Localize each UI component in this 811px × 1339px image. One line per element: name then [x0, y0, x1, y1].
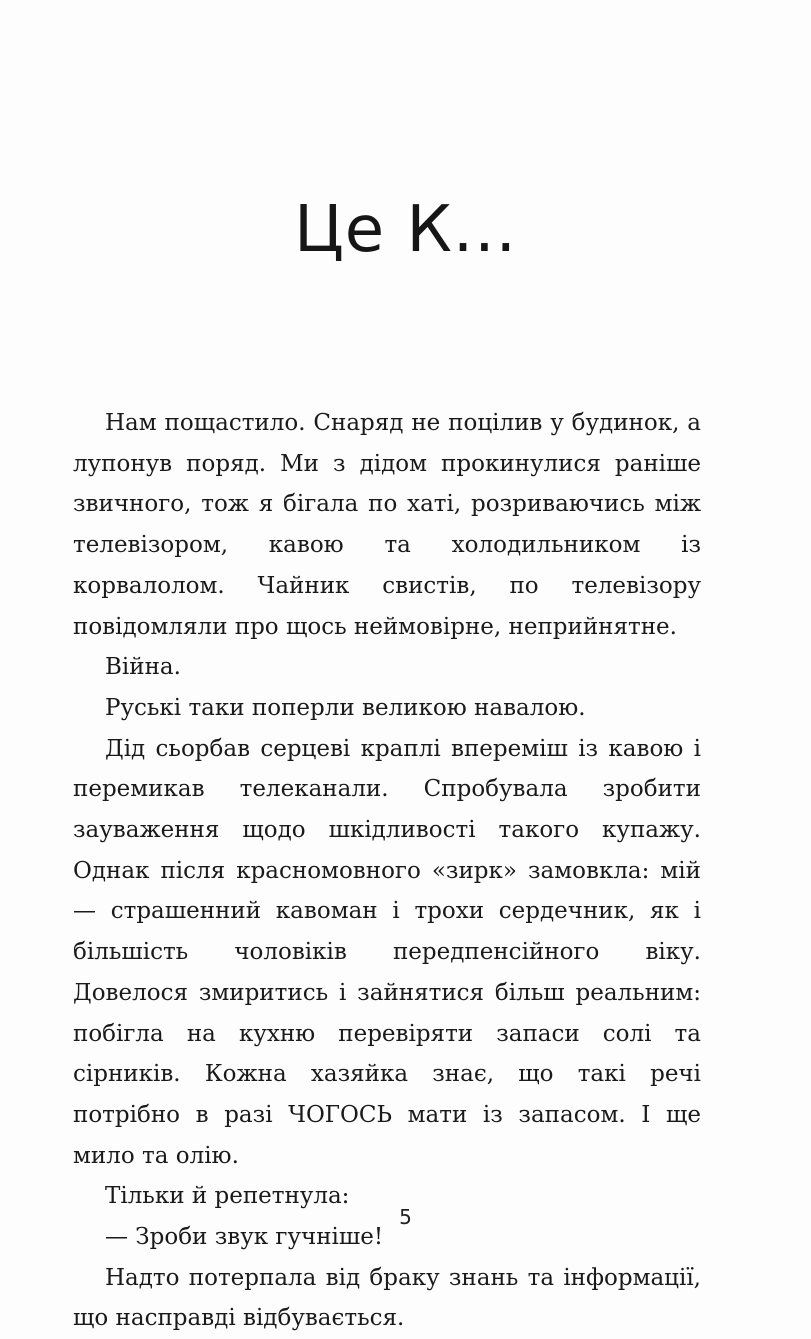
paragraph: Нам пощастило. Снаряд не поцілив у будинок, а лупонув поряд. Ми з дідом прокинулися раніше звичного, тож я бігала по хаті, розриваючись між телевізором, кавою та холодильником із корвалолом. Чайник свистів, по телевізору повідомляли про щось неймовірне, неприйнятне. — [73, 410, 701, 640]
chapter-body — [73, 403, 701, 1339]
paragraph: Війна. — [105, 654, 181, 681]
paragraph: Руські таки поперли великою навалою. — [105, 694, 586, 721]
paragraph: Надто потерпала від браку знань та інформації, що насправді відбувається. — [73, 1264, 701, 1332]
paragraph: Тільки й репетнула: — [105, 1183, 350, 1210]
dialogue-line: — Зроби звук гучніше! — [105, 1224, 384, 1251]
page-number: 5 — [399, 1205, 412, 1229]
chapter-title: Це К... — [294, 193, 517, 267]
paragraph: Дід сьорбав серцеві краплі впереміш із кавою і перемикав телеканали. Спробувала зробити зауваження щодо шкідливості такого купажу. Однак після красномовного «зирк» замовкла: мій — страшенний кавоман і трохи сердечник, як і більшість чоловіків передпенсійного віку. Довелося змиритись і зайнятися більш реальним: побігла на кухню перевіряти запаси солі та сірників. Кожна хазяйка знає, що такі речі потрібно в разі ЧОГОСЬ мати із запасом. І ще мило та олію. — [73, 735, 701, 1169]
